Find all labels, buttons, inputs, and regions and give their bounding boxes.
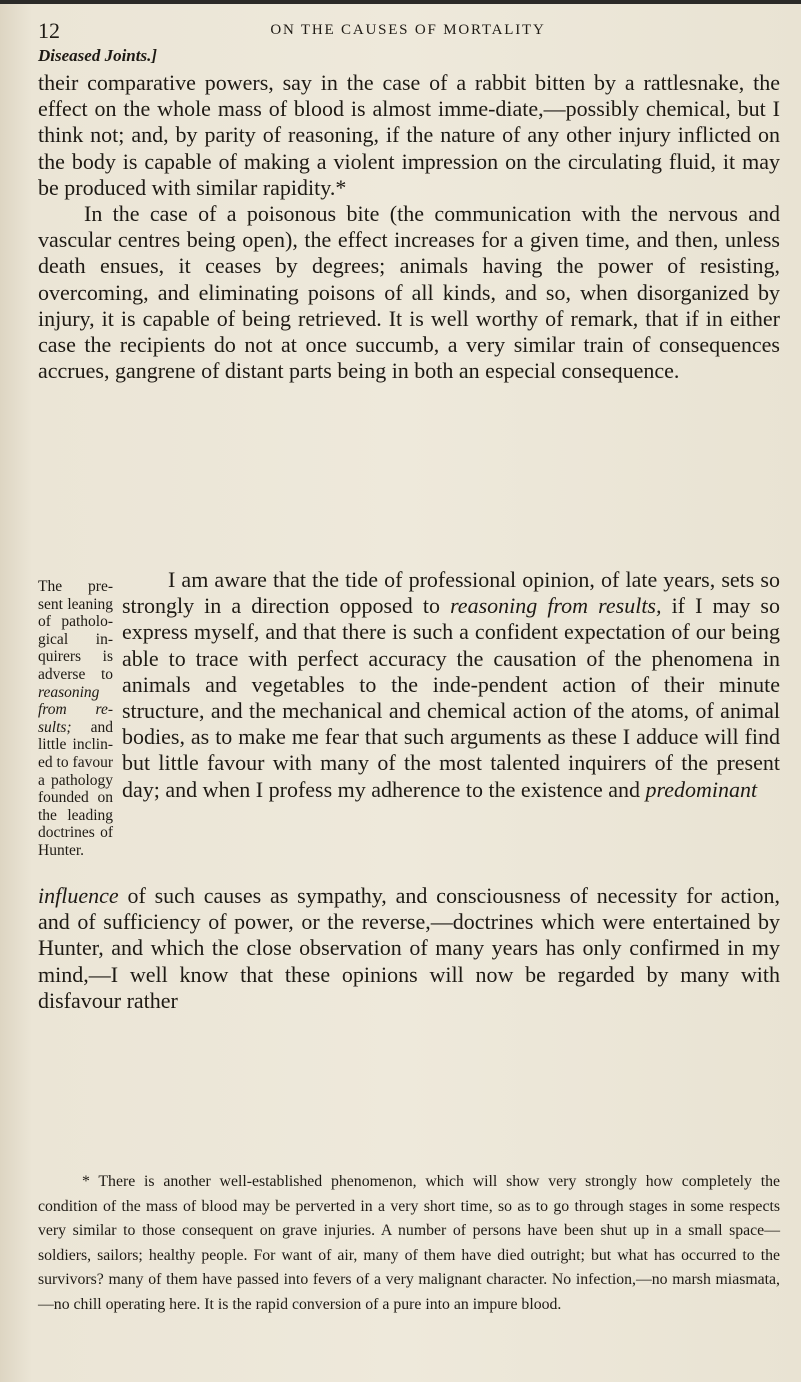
paragraph-3-start: I am aware that the tide of professional opinion, of late years, sets so strongly in a direction opposed to <box>122 567 780 619</box>
margin-note-italic: reasoning from re-sults; <box>38 683 113 736</box>
margin-note-part-1: The pre-sent leaning of patholo-gical in-quirers is adverse to <box>38 578 113 683</box>
page-number: 12 <box>38 18 60 43</box>
margin-note-part-2: and little inclin-ed to favour a pathology founded on the leading doctrines of Hunter. <box>38 718 113 859</box>
side-heading: Diseased Joints.] <box>38 46 157 65</box>
body-text-paragraph-3 <box>122 567 780 803</box>
paragraph-3-end: of such causes as sympathy, and consciousness of necessity for action, and of sufficiency of power, or the reverse,—doctrines which were entertained by Hunter, and which the close observation of many years has only confirmed in my mind,—I well know that these opinions will now be regarded by many with disfavour rather <box>38 883 780 1013</box>
paragraph-3-italic-word: predominant <box>645 776 758 802</box>
paragraph-2: In the case of a poisonous bite (the communication with the nervous and vascular centres being open), the effect increases for a given time, and then, unless death ensues, it ceases by degrees; animals having the power of resisting, overcoming, and eliminating poisons of all kinds, and so, when disorganized by injury, it is capable of being retrieved. It is well worthy of remark, that if in either case the recipients do not at once succumb, a very similar train of consequences accrues, gangrene of distant parts being in both an especial consequence. <box>38 201 780 384</box>
page-header <box>38 18 778 42</box>
running-head: ON THE CAUSES OF MORTALITY <box>270 22 546 38</box>
margin-note <box>38 578 113 860</box>
footnote <box>38 1170 780 1318</box>
paragraph-3-continued <box>38 883 780 1014</box>
paragraph-3 <box>122 567 780 803</box>
paragraph-3-middle: if I may so express myself, and that there is such a confident expectation of our being able to trace with perfect accuracy the causation of the phenomena in animals and vegetables to the inde-pendent action of their minute structure, and the mechanical and chemical action of the atoms, of animal bodies, as to make me fear that such arguments as these I adduce will find but little favour with many of the most talented inquirers of the present day; and when I profess my adherence to the existence and <box>122 593 780 802</box>
paragraph-3-italic-phrase: reasoning from results, <box>450 593 662 619</box>
body-text-bottom <box>38 883 780 1014</box>
paragraph-1: their comparative powers, say in the case of a rabbit bitten by a rattlesnake, the effect on the whole mass of blood is almost imme-diate,—possibly chemical, but I think not; and, by parity of reasoning, if the nature of any other injury inflicted on the body is capable of making a violent impression on the circulating fluid, it may be produced with similar rapidity.* <box>38 70 780 200</box>
footnote-text: * There is another well-established phenomenon, which will show very strongly how completely the condition of the mass of blood may be perverted in a very short time, so as to go through stages in some respects very similar to those consequent on grave injuries. A number of persons have been shut up in a small space—soldiers, sailors; healthy people. For want of air, many of them have died outright; but what has occurred to the survivors? many of them have passed into fevers of a very malignant character. No infection,—no marsh miasmata,—no chill operating here. It is the rapid conversion of a pure into an impure blood. <box>38 1173 780 1313</box>
paragraph-3-italic-influence: influence <box>38 883 119 908</box>
body-text-top <box>38 70 780 384</box>
page-edge <box>0 0 801 4</box>
